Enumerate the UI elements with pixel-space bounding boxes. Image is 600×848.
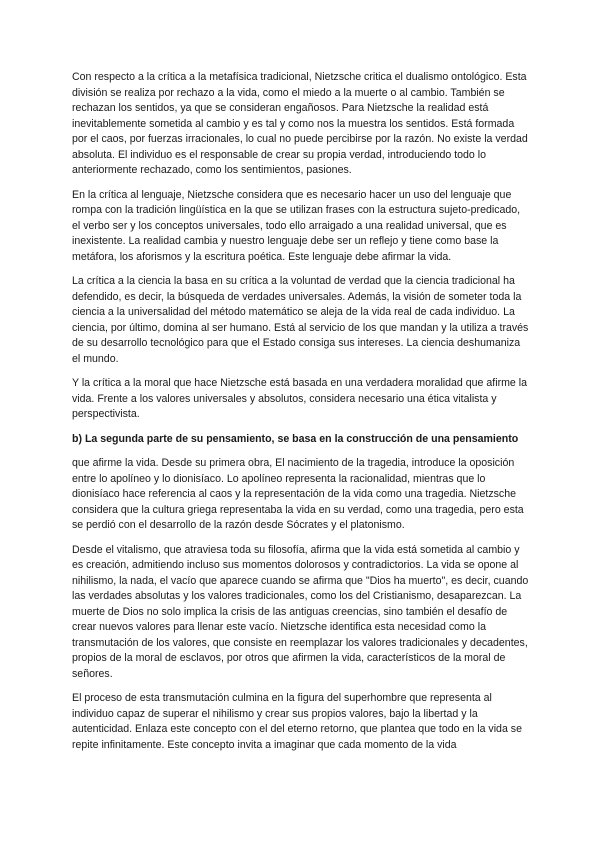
paragraph-metaphysics: Con respecto a la crítica a la metafísica tradicional, Nietzsche critica el dualismo ontológico. Esta división se realiza por rechazo a la vida, como el miedo a la muerte o al cambio. También se rechazan los sentidos, ya que se consideran engañosos. Para Nietzsche la realidad está inevitablemente sometida al cambio y es tal y como nos la muestra los sentidos. Está formada por el caos, por fuerzas irracionales, lo cual no puede percibirse por la razón. No existe la verdad absoluta. El individuo es el responsable de crear su propia verdad, introduciendo todo lo anteriormente rechazado, como los sentimientos, pasiones. bbox=[72, 71, 528, 176]
spacer bbox=[72, 179, 530, 188]
paragraph-language: En la crítica al lenguaje, Nietzsche considera que es necesario hacer un uso del lenguaje que rompa con la tradición lingüística en la que se utilizan frases con la estructura sujeto-predicado, el verbo ser y los conceptos universales, todo ello arraigado a una realidad universal, que es inexistente. La realidad cambia y nuestro lenguaje debe ser un reflejo y tiene como base la metáfora, los aforismos y la escritura poética. Este lenguaje debe afirmar la vida. bbox=[72, 188, 521, 263]
spacer bbox=[72, 447, 530, 456]
spacer bbox=[72, 682, 530, 691]
spacer bbox=[72, 367, 530, 376]
paragraph-vitalism: Desde el vitalismo, que atraviesa toda su filosofía, afirma que la vida está sometida al cambio y es creación, admitiendo incluso sus momentos dolorosos y contradictorios. La vida se opone al nihilismo, la nada, el vacío que aparece cuando se afirma que "Dios ha muerto", es decir, cuando las verdades absolutas y los valores tradicionales, como los del Cristianismo, desaparezcan. La muerte de Dios no solo implica la crisis de las antiguas creencias, sino también el desafío de crear nuevos valores para llenar este vacío. Nietzsche identifica esta necesidad como la transmutación de los valores, que consiste en reemplazar los valores tradicionales y decadentes, propios de la moral de esclavos, por otros que afirmen la vida, característicos de la moral de señores. bbox=[72, 543, 529, 680]
paragraph-superman: El proceso de esta transmutación culmina en la figura del superhombre que representa al individuo capaz de superar el nihilismo y crear sus propios valores, bajo la libertad y la autenticidad. Enlaza este concepto con el del eterno retorno, que plantea que todo en la vida se repite infinitamente. Este concepto invita a imaginar que cada momento de la vida bbox=[72, 692, 522, 751]
paragraph-tragedy: que afirme la vida. Desde su primera obra, El nacimiento de la tragedia, introduce la oposición entre lo apolíneo y lo dionisíaco. Lo apolíneo representa la racionalidad, mientras que lo dionisíaco hace referencia al caos y la representación de la vida como una tragedia. Nietzsche considera que la cultura griega representaba la vida en su verdad, como una tragedia, pero esta se perdió con el desarrollo de la razón desde Sócrates y el platonismo. bbox=[72, 457, 524, 531]
spacer bbox=[72, 534, 530, 543]
section-heading: b) La segunda parte de su pensamiento, se basa en la construcción de una pensamiento bbox=[72, 432, 519, 445]
spacer bbox=[72, 265, 530, 274]
paragraph-morality: Y la crítica a la moral que hace Nietzsche está basada en una verdadera moralidad que afirme la vida. Frente a los valores universales y absolutos, considera necesario una ética vitalista y perspectivista. bbox=[72, 377, 528, 420]
document-page bbox=[72, 70, 530, 753]
spacer bbox=[72, 423, 530, 432]
paragraph-science: La crítica a la ciencia la basa en su crítica a la voluntad de verdad que la ciencia tradicional ha defendido, es decir, la búsqueda de verdades universales. Además, la visión de someter toda la ciencia a la universalidad del método matemático se aleja de la vida real de cada individuo. La ciencia, por último, domina al ser humano. Está al servicio de los que mandan y la utiliza a través de su desarrollo tecnológico para que el Estado consiga sus intereses. La ciencia deshumaniza el mundo. bbox=[72, 275, 529, 365]
